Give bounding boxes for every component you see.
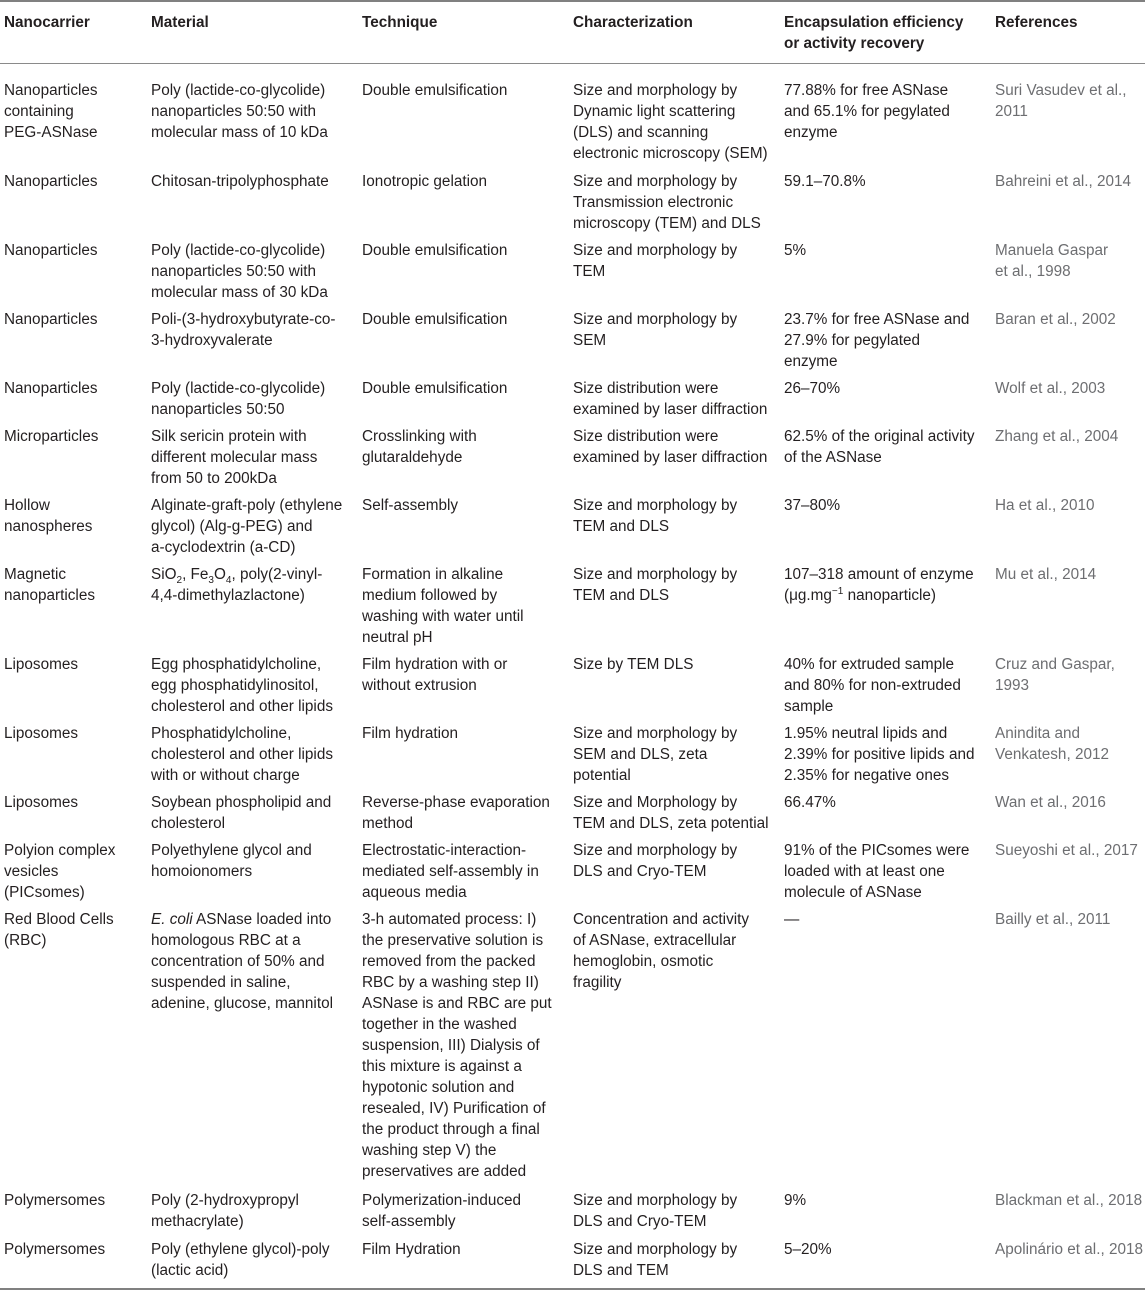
cell-material-line: 3-hydroxyvalerate	[151, 332, 273, 349]
cell-references	[995, 309, 1116, 330]
cell-nanocarrier	[4, 240, 98, 261]
cell-material-line: concentration of 50% and	[151, 953, 325, 970]
cell-references-line: Manuela Gaspar	[995, 242, 1109, 259]
cell-nanocarrier	[4, 426, 98, 447]
cell-technique	[362, 840, 539, 903]
cell-nanocarrier	[4, 1239, 105, 1260]
cell-characterization-line: TEM and DLS, zeta potential	[573, 815, 769, 832]
cell-technique-line: Double emulsification	[362, 82, 508, 99]
cell-characterization-line: Size and morphology by	[573, 173, 738, 190]
cell-technique	[362, 1190, 521, 1232]
cell-characterization-line: Dynamic light scattering	[573, 103, 736, 120]
cell-technique-line: washing step V) the	[362, 1142, 497, 1159]
cell-efficiency-line: —	[784, 911, 800, 928]
cell-nanocarrier-line: Red Blood Cells	[4, 911, 114, 928]
cell-technique	[362, 80, 507, 101]
cell-material-line: E. coli ASNase loaded into	[151, 911, 332, 928]
cell-material	[151, 171, 329, 192]
cell-material-line: Polyethylene glycol and	[151, 842, 312, 859]
cell-characterization-line: Concentration and activity	[573, 911, 750, 928]
cell-material	[151, 840, 312, 882]
cell-material-line: adenine, glucose, mannitol	[151, 995, 333, 1012]
cell-material	[151, 426, 317, 489]
cell-efficiency	[784, 80, 950, 143]
cell-nanocarrier-line: Nanoparticles	[4, 173, 98, 190]
cell-nanocarrier-line: PEG-ASNase	[4, 124, 98, 141]
cell-references	[995, 792, 1106, 813]
cell-characterization	[573, 654, 693, 675]
cell-nanocarrier-line: nanoparticles	[4, 587, 95, 604]
cell-characterization-line: TEM and DLS	[573, 587, 670, 604]
cell-references-line: Baran et al., 2002	[995, 311, 1116, 328]
cell-characterization-line: Size and morphology by	[573, 497, 738, 514]
cell-characterization	[573, 840, 737, 882]
cell-efficiency-line: 5%	[784, 242, 807, 259]
cell-characterization-line: SEM	[573, 332, 607, 349]
cell-material-line: nanoparticles 50:50 with	[151, 263, 316, 280]
cell-characterization-line: microscopy (TEM) and DLS	[573, 215, 761, 232]
cell-characterization-line: TEM	[573, 263, 606, 280]
cell-nanocarrier	[4, 171, 98, 192]
cell-nanocarrier-line: (RBC)	[4, 932, 47, 949]
header-material: Material	[151, 14, 209, 31]
cell-efficiency	[784, 564, 974, 606]
cell-efficiency-line: enzyme	[784, 124, 838, 141]
cell-references-line: et al., 1998	[995, 263, 1071, 280]
cell-material	[151, 309, 335, 351]
cell-nanocarrier	[4, 80, 98, 143]
cell-characterization-line: Size and morphology by	[573, 242, 738, 259]
cell-characterization	[573, 426, 767, 468]
cell-material-line: methacrylate)	[151, 1213, 244, 1230]
cell-material-line: Alginate-graft-poly (ethylene	[151, 497, 343, 514]
cell-technique	[362, 792, 550, 834]
cell-technique-line: Polymerization-induced	[362, 1192, 521, 1209]
cell-nanocarrier-line: Magnetic	[4, 566, 67, 583]
cell-nanocarrier	[4, 378, 98, 399]
cell-efficiency-line: 27.9% for pegylated	[784, 332, 921, 349]
cell-characterization-line: Size and morphology by	[573, 82, 738, 99]
cell-technique	[362, 564, 524, 648]
cell-references	[995, 564, 1096, 585]
cell-references	[995, 723, 1109, 765]
cell-technique	[362, 909, 552, 1182]
cell-efficiency-line: 9%	[784, 1192, 807, 1209]
cell-technique-line: hypotonic solution and	[362, 1079, 515, 1096]
cell-characterization	[573, 792, 769, 834]
cell-characterization	[573, 495, 737, 537]
cell-characterization-line: (DLS) and scanning	[573, 124, 709, 141]
header-efficiency	[784, 12, 963, 54]
cell-efficiency	[784, 1239, 832, 1260]
cell-technique-line: Formation in alkaline	[362, 566, 504, 583]
cell-material-line: Poly (2-hydroxypropyl	[151, 1192, 299, 1209]
cell-characterization	[573, 171, 761, 234]
cell-references-line: Zhang et al., 2004	[995, 428, 1119, 445]
subscript: 3	[208, 575, 214, 587]
cell-nanocarrier-line: Liposomes	[4, 656, 78, 673]
cell-material-line: cholesterol and other lipids	[151, 698, 333, 715]
cell-characterization-line: Size and morphology by	[573, 842, 738, 859]
cell-technique-line: Film hydration	[362, 725, 459, 742]
cell-nanocarrier-line: Nanoparticles	[4, 311, 98, 328]
cell-nanocarrier-line: Microparticles	[4, 428, 99, 445]
cell-material-line: Silk sericin protein with	[151, 428, 307, 445]
cell-material-line: Soybean phospholipid and	[151, 794, 332, 811]
cell-material-line: 4,4-dimethylazlactone)	[151, 587, 305, 604]
cell-efficiency-line: and 65.1% for pegylated	[784, 103, 950, 120]
cell-efficiency-line: molecule of ASNase	[784, 884, 922, 901]
cell-technique	[362, 426, 477, 468]
cell-characterization-line: TEM and DLS	[573, 518, 670, 535]
cell-material-line: Poly (lactide-co-glycolide)	[151, 380, 326, 397]
cell-efficiency-line: 5–20%	[784, 1241, 832, 1258]
cell-material-line: a-cyclodextrin (a-CD)	[151, 539, 296, 556]
cell-technique-line: resealed, IV) Purification of	[362, 1100, 546, 1117]
cell-characterization-line: DLS and TEM	[573, 1262, 669, 1279]
cell-characterization-line: SEM and DLS, zeta	[573, 746, 708, 763]
cell-efficiency	[784, 1190, 806, 1211]
cell-nanocarrier-line: Polymersomes	[4, 1241, 106, 1258]
cell-references	[995, 378, 1105, 399]
cell-nanocarrier-line: Liposomes	[4, 725, 78, 742]
cell-material-line: Poli-(3-hydroxybutyrate-co-	[151, 311, 336, 328]
cell-material	[151, 909, 333, 1014]
cell-references-line: Sueyoshi et al., 2017	[995, 842, 1138, 859]
header-characterization: Characterization	[573, 14, 693, 31]
cell-technique-line: Ionotropic gelation	[362, 173, 488, 190]
cell-references	[995, 240, 1108, 282]
cell-technique-line: Film hydration with or	[362, 656, 508, 673]
cell-references-line: Venkatesh, 2012	[995, 746, 1109, 763]
header-divider-rule	[0, 63, 1145, 64]
cell-characterization	[573, 80, 768, 164]
header-efficiency-line: or activity recovery	[784, 35, 925, 52]
cell-efficiency	[784, 378, 840, 399]
cell-characterization	[573, 240, 737, 282]
cell-characterization-line: Size and morphology by	[573, 1241, 738, 1258]
header-technique: Technique	[362, 14, 438, 31]
cell-characterization-line: Size distribution were	[573, 428, 719, 445]
cell-nanocarrier-line: Polymersomes	[4, 1192, 106, 1209]
cell-technique-line: suspension, III) Dialysis of	[362, 1037, 540, 1054]
cell-material-line: nanoparticles 50:50	[151, 401, 285, 418]
cell-references-line: Ha et al., 2010	[995, 497, 1095, 514]
cell-efficiency-line: loaded with at least one	[784, 863, 945, 880]
cell-technique-line: RBC by a washing step II)	[362, 974, 539, 991]
table-top-rule	[0, 0, 1145, 2]
cell-technique-line: Double emulsification	[362, 311, 508, 328]
cell-technique-line: self-assembly	[362, 1213, 456, 1230]
cell-material-line: Poly (ethylene glycol)-poly	[151, 1241, 330, 1258]
cell-material-line: molecular mass of 10 kDa	[151, 124, 328, 141]
cell-technique-line: glutaraldehyde	[362, 449, 463, 466]
cell-efficiency	[784, 171, 866, 192]
cell-nanocarrier	[4, 840, 115, 903]
superscript: −1	[831, 585, 844, 597]
cell-material-line: molecular mass of 30 kDa	[151, 284, 328, 301]
cell-technique-line: neutral pH	[362, 629, 433, 646]
cell-characterization-line: electronic microscopy (SEM)	[573, 145, 768, 162]
cell-material-line: Poly (lactide-co-glycolide)	[151, 242, 326, 259]
cell-efficiency	[784, 309, 969, 372]
cell-technique-line: mediated self-assembly in	[362, 863, 539, 880]
cell-material-line: Phosphatidylcholine,	[151, 725, 292, 742]
cell-characterization	[573, 723, 737, 786]
cell-technique-line: washing with water until	[362, 608, 524, 625]
cell-material-line: cholesterol and other lipids	[151, 746, 333, 763]
cell-material-line: Poly (lactide-co-glycolide)	[151, 82, 326, 99]
cell-efficiency-line: 66.47%	[784, 794, 836, 811]
cell-technique-line: 3-h automated process: I)	[362, 911, 537, 928]
cell-characterization-line: Size and morphology by	[573, 566, 738, 583]
cell-technique	[362, 240, 507, 261]
cell-efficiency-line: 23.7% for free ASNase and	[784, 311, 970, 328]
cell-technique-line: Electrostatic-interaction-	[362, 842, 527, 859]
cell-efficiency-line: 77.88% for free ASNase	[784, 82, 949, 99]
cell-nanocarrier-line: nanospheres	[4, 518, 93, 535]
cell-material	[151, 495, 342, 558]
cell-efficiency-line: 40% for extruded sample	[784, 656, 955, 673]
cell-nanocarrier-line: Nanoparticles	[4, 82, 98, 99]
cell-nanocarrier	[4, 495, 92, 537]
cell-nanocarrier-line: Nanoparticles	[4, 380, 98, 397]
cell-references-line: 1993	[995, 677, 1030, 694]
cell-efficiency-line: of the ASNase	[784, 449, 882, 466]
cell-references-line: Wolf et al., 2003	[995, 380, 1106, 397]
cell-material-line: Chitosan-tripolyphosphate	[151, 173, 329, 190]
cell-characterization-line: Size by TEM DLS	[573, 656, 694, 673]
cell-material	[151, 378, 325, 420]
cell-efficiency-line: 37–80%	[784, 497, 841, 514]
cell-characterization-line: examined by laser diffraction	[573, 449, 768, 466]
cell-technique-line: without extrusion	[362, 677, 477, 694]
cell-material	[151, 1239, 330, 1281]
cell-nanocarrier	[4, 723, 78, 744]
cell-technique-line: Self-assembly	[362, 497, 459, 514]
cell-efficiency	[784, 426, 974, 468]
cell-characterization-line: Size and morphology by	[573, 1192, 738, 1209]
cell-nanocarrier	[4, 792, 78, 813]
cell-technique-line: Double emulsification	[362, 380, 508, 397]
cell-efficiency	[784, 723, 974, 786]
cell-characterization-line: Size and morphology by	[573, 311, 738, 328]
cell-references-line: Bailly et al., 2011	[995, 911, 1111, 928]
cell-references-line: Anindita and	[995, 725, 1081, 742]
cell-efficiency-line: sample	[784, 698, 834, 715]
cell-technique-line: aqueous media	[362, 884, 467, 901]
cell-characterization	[573, 1239, 737, 1281]
cell-material-line: homoionomers	[151, 863, 253, 880]
cell-material	[151, 1190, 299, 1232]
subscript: 4	[225, 575, 232, 587]
cell-references	[995, 1190, 1142, 1211]
cell-technique-line: the preservative solution is	[362, 932, 544, 949]
cell-material-line: egg phosphatidylinositol,	[151, 677, 319, 694]
cell-material	[151, 723, 333, 786]
cell-references	[995, 495, 1095, 516]
cell-characterization-line: DLS and Cryo-TEM	[573, 863, 707, 880]
cell-material	[151, 654, 333, 717]
cell-references	[995, 171, 1131, 192]
cell-nanocarrier-line: Hollow	[4, 497, 50, 514]
cell-technique	[362, 723, 458, 744]
cell-material-line: with or without charge	[151, 767, 300, 784]
cell-efficiency-line: 107–318 amount of enzyme	[784, 566, 974, 583]
cell-efficiency	[784, 495, 840, 516]
cell-technique	[362, 495, 458, 516]
cell-technique-line: ASNase is and RBC are put	[362, 995, 552, 1012]
cell-material-line: glycol) (Alg-g-PEG) and	[151, 518, 313, 535]
table-bottom-rule	[0, 1288, 1145, 1290]
cell-nanocarrier-line: vesicles	[4, 863, 59, 880]
cell-references	[995, 1239, 1143, 1260]
cell-efficiency	[784, 240, 806, 261]
cell-nanocarrier	[4, 654, 78, 675]
cell-material-line: suspended in saline,	[151, 974, 291, 991]
cell-technique	[362, 378, 507, 399]
cell-characterization-line: Size and Morphology by	[573, 794, 738, 811]
cell-characterization-line: Size and morphology by	[573, 725, 738, 742]
cell-efficiency-line: 2.35% for negative ones	[784, 767, 949, 784]
cell-material	[151, 564, 322, 606]
subscript: 2	[176, 575, 183, 587]
cell-material-line: from 50 to 200kDa	[151, 470, 277, 487]
cell-characterization	[573, 564, 737, 606]
cell-nanocarrier	[4, 1190, 105, 1211]
cell-references-line: 2011	[995, 103, 1028, 120]
cell-material	[151, 792, 331, 834]
cell-references-line: Apolinário et al., 2018	[995, 1241, 1143, 1258]
cell-technique-line: method	[362, 815, 414, 832]
cell-technique-line: Double emulsification	[362, 242, 508, 259]
cell-technique	[362, 654, 507, 696]
header-efficiency-line: Encapsulation efficiency	[784, 14, 964, 31]
cell-nanocarrier	[4, 564, 95, 606]
cell-efficiency-line: enzyme	[784, 353, 838, 370]
cell-nanocarrier-line: containing	[4, 103, 74, 120]
cell-nanocarrier	[4, 309, 98, 330]
cell-material	[151, 80, 328, 143]
cell-references-line: Blackman et al., 2018	[995, 1192, 1143, 1209]
cell-characterization-line: hemoglobin, osmotic	[573, 953, 714, 970]
cell-nanocarrier-line: Liposomes	[4, 794, 78, 811]
cell-characterization-line: potential	[573, 767, 631, 784]
cell-characterization	[573, 309, 737, 351]
cell-technique-line: removed from the packed	[362, 953, 536, 970]
cell-technique	[362, 309, 507, 330]
cell-material-line: Egg phosphatidylcholine,	[151, 656, 322, 673]
cell-references	[995, 840, 1138, 861]
cell-technique	[362, 171, 487, 192]
cell-technique-line: medium followed by	[362, 587, 498, 604]
cell-references-line: Bahreini et al., 2014	[995, 173, 1132, 190]
cell-characterization	[573, 378, 767, 420]
cell-characterization-line: of ASNase, extracellular	[573, 932, 737, 949]
cell-efficiency-line: ($\mu g.mg^{-1}$ nanoparticle)	[784, 585, 937, 604]
cell-characterization-line: fragility	[573, 974, 622, 991]
cell-efficiency-line: 91% of the PICsomes were	[784, 842, 970, 859]
cell-characterization	[573, 1190, 737, 1232]
cell-nanocarrier-line: Polyion complex	[4, 842, 116, 859]
cell-references	[995, 654, 1115, 696]
cell-references-line: Mu et al., 2014	[995, 566, 1097, 583]
cell-technique-line: Reverse-phase evaporation	[362, 794, 550, 811]
cell-material-line: different molecular mass	[151, 449, 318, 466]
cell-characterization-line: DLS and Cryo-TEM	[573, 1213, 707, 1230]
cell-efficiency	[784, 840, 969, 903]
cell-technique-line: this mixture is against a	[362, 1058, 522, 1075]
cell-material	[151, 240, 328, 303]
cell-efficiency	[784, 792, 836, 813]
cell-characterization-line: Size distribution were	[573, 380, 719, 397]
cell-material-line: nanoparticles 50:50 with	[151, 103, 316, 120]
cell-technique-line: Crosslinking with	[362, 428, 477, 445]
cell-technique	[362, 1239, 461, 1260]
cell-nanocarrier	[4, 909, 114, 951]
cell-efficiency-line: 59.1–70.8%	[784, 173, 866, 190]
cell-material-line: homologous RBC at a	[151, 932, 301, 949]
cell-material-line: (lactic acid)	[151, 1262, 229, 1279]
cell-references	[995, 426, 1118, 447]
cell-efficiency-line: 1.95% neutral lipids and	[784, 725, 948, 742]
cell-characterization-line: examined by laser diffraction	[573, 401, 768, 418]
cell-technique-line: the product through a final	[362, 1121, 540, 1138]
cell-nanocarrier-line: Nanoparticles	[4, 242, 98, 259]
cell-characterization	[573, 909, 749, 993]
cell-references-line: Suri Vasudev et al.,	[995, 82, 1127, 99]
cell-nanocarrier-line: (PICsomes)	[4, 884, 85, 901]
cell-efficiency-line: 62.5% of the original activity	[784, 428, 975, 445]
cell-references-line: Wan et al., 2016	[995, 794, 1106, 811]
species-name: E. coli	[151, 911, 193, 928]
cell-efficiency-line: 26–70%	[784, 380, 841, 397]
cell-technique-line: Film Hydration	[362, 1241, 461, 1258]
cell-material-line: SiO$_2$, $Fe_3O_4$, poly(2-vinyl-	[151, 566, 323, 587]
cell-technique-line: together in the washed	[362, 1016, 517, 1033]
cell-technique-line: preservatives are added	[362, 1163, 527, 1180]
cell-efficiency	[784, 654, 961, 717]
cell-material-line: cholesterol	[151, 815, 225, 832]
header-references: References	[995, 14, 1078, 31]
cell-characterization-line: Transmission electronic	[573, 194, 734, 211]
cell-references	[995, 80, 1127, 122]
cell-efficiency-line: and 80% for non-extruded	[784, 677, 961, 694]
cell-efficiency	[784, 909, 799, 930]
header-nanocarrier: Nanocarrier	[4, 14, 90, 31]
cell-efficiency-line: 2.39% for positive lipids and	[784, 746, 975, 763]
cell-references-line: Cruz and Gaspar,	[995, 656, 1115, 673]
cell-references	[995, 909, 1110, 930]
